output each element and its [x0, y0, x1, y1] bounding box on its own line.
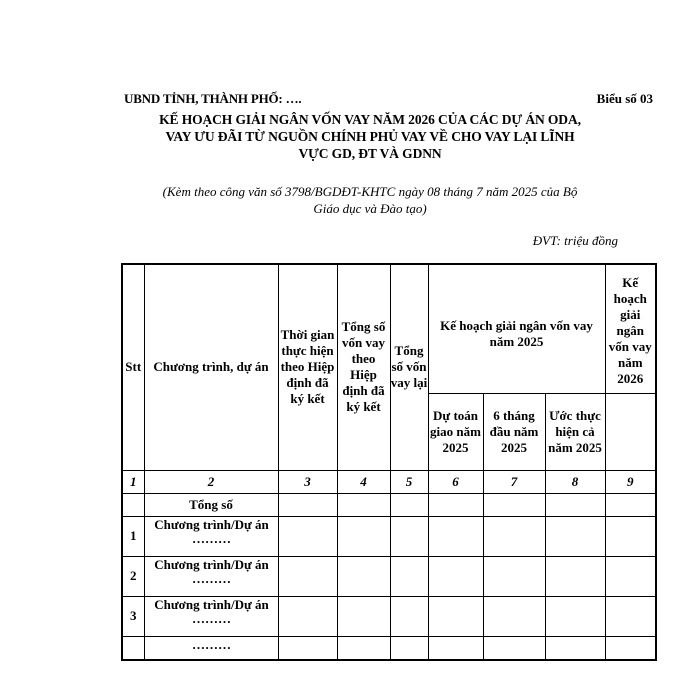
total-label: Tổng số — [144, 493, 278, 516]
row-stt — [122, 636, 144, 660]
table-row — [122, 636, 656, 660]
form-number: Biểu số 03 — [596, 91, 653, 106]
row-stt: 2 — [122, 556, 144, 596]
row-name: Chương trình/Dự án ……… — [144, 556, 278, 596]
header-plan-2026: Kế hoạch giải ngân vốn vay năm 2026 — [605, 264, 656, 393]
title-line-1: KẾ HOẠCH GIẢI NGÂN VỐN VAY NĂM 2026 CỦA CÁC DỰ ÁN ODA, — [159, 112, 581, 127]
header-plan-2026-blank — [605, 393, 656, 470]
header-estimate-2025: Ước thực hiện cả năm 2025 — [545, 393, 605, 470]
subtitle-line-2: Giáo dục và Đào tạo) — [313, 201, 427, 216]
header-total-loan-agreed: Tổng số vốn vay theo Hiệp định đã ký kết — [337, 264, 390, 470]
row-name: Chương trình/Dự án ……… — [144, 516, 278, 556]
row-name: ……… — [144, 636, 278, 660]
col-number: 6 — [428, 470, 483, 493]
document-subtitle — [118, 183, 622, 217]
subtitle-line-1: (Kèm theo công văn số 3798/BGDĐT-KHTC ngày 08 tháng 7 năm 2025 của Bộ — [162, 184, 578, 199]
header-program: Chương trình, dự án — [144, 264, 278, 470]
col-number: 4 — [337, 470, 390, 493]
row-stt: 3 — [122, 596, 144, 636]
col-number: 1 — [122, 470, 144, 493]
col-number: 9 — [605, 470, 656, 493]
title-line-3: VỰC GD, ĐT VÀ GDNN — [298, 146, 442, 161]
table-row — [122, 556, 656, 596]
header-plan-2025: Kế hoạch giải ngân vốn vay năm 2025 — [428, 264, 605, 393]
table-row — [122, 596, 656, 636]
header-budget-2025: Dự toán giao năm 2025 — [428, 393, 483, 470]
row-name: Chương trình/Dự án ……… — [144, 596, 278, 636]
title-line-2: VAY ƯU ĐÃI TỪ NGUỒN CHÍNH PHỦ VAY VỀ CHO VAY LẠI LĨNH — [165, 129, 575, 144]
agency-name: UBND TỈNH, THÀNH PHỐ: …. — [124, 91, 302, 106]
col-number: 8 — [545, 470, 605, 493]
table-row — [122, 516, 656, 556]
header-duration: Thời gian thực hiện theo Hiệp định đã ký kết — [278, 264, 337, 470]
total-row — [122, 493, 656, 516]
col-number: 7 — [483, 470, 545, 493]
col-number: 2 — [144, 470, 278, 493]
unit-label: ĐVT: triệu đồng — [532, 233, 618, 248]
document-title — [118, 111, 622, 162]
header-stt: Stt — [122, 264, 144, 470]
header-total-onlend: Tổng số vốn vay lại — [390, 264, 428, 470]
disbursement-plan-table — [121, 263, 657, 661]
col-number: 3 — [278, 470, 337, 493]
col-number: 5 — [390, 470, 428, 493]
row-stt: 1 — [122, 516, 144, 556]
header-first6-2025: 6 tháng đầu năm 2025 — [483, 393, 545, 470]
